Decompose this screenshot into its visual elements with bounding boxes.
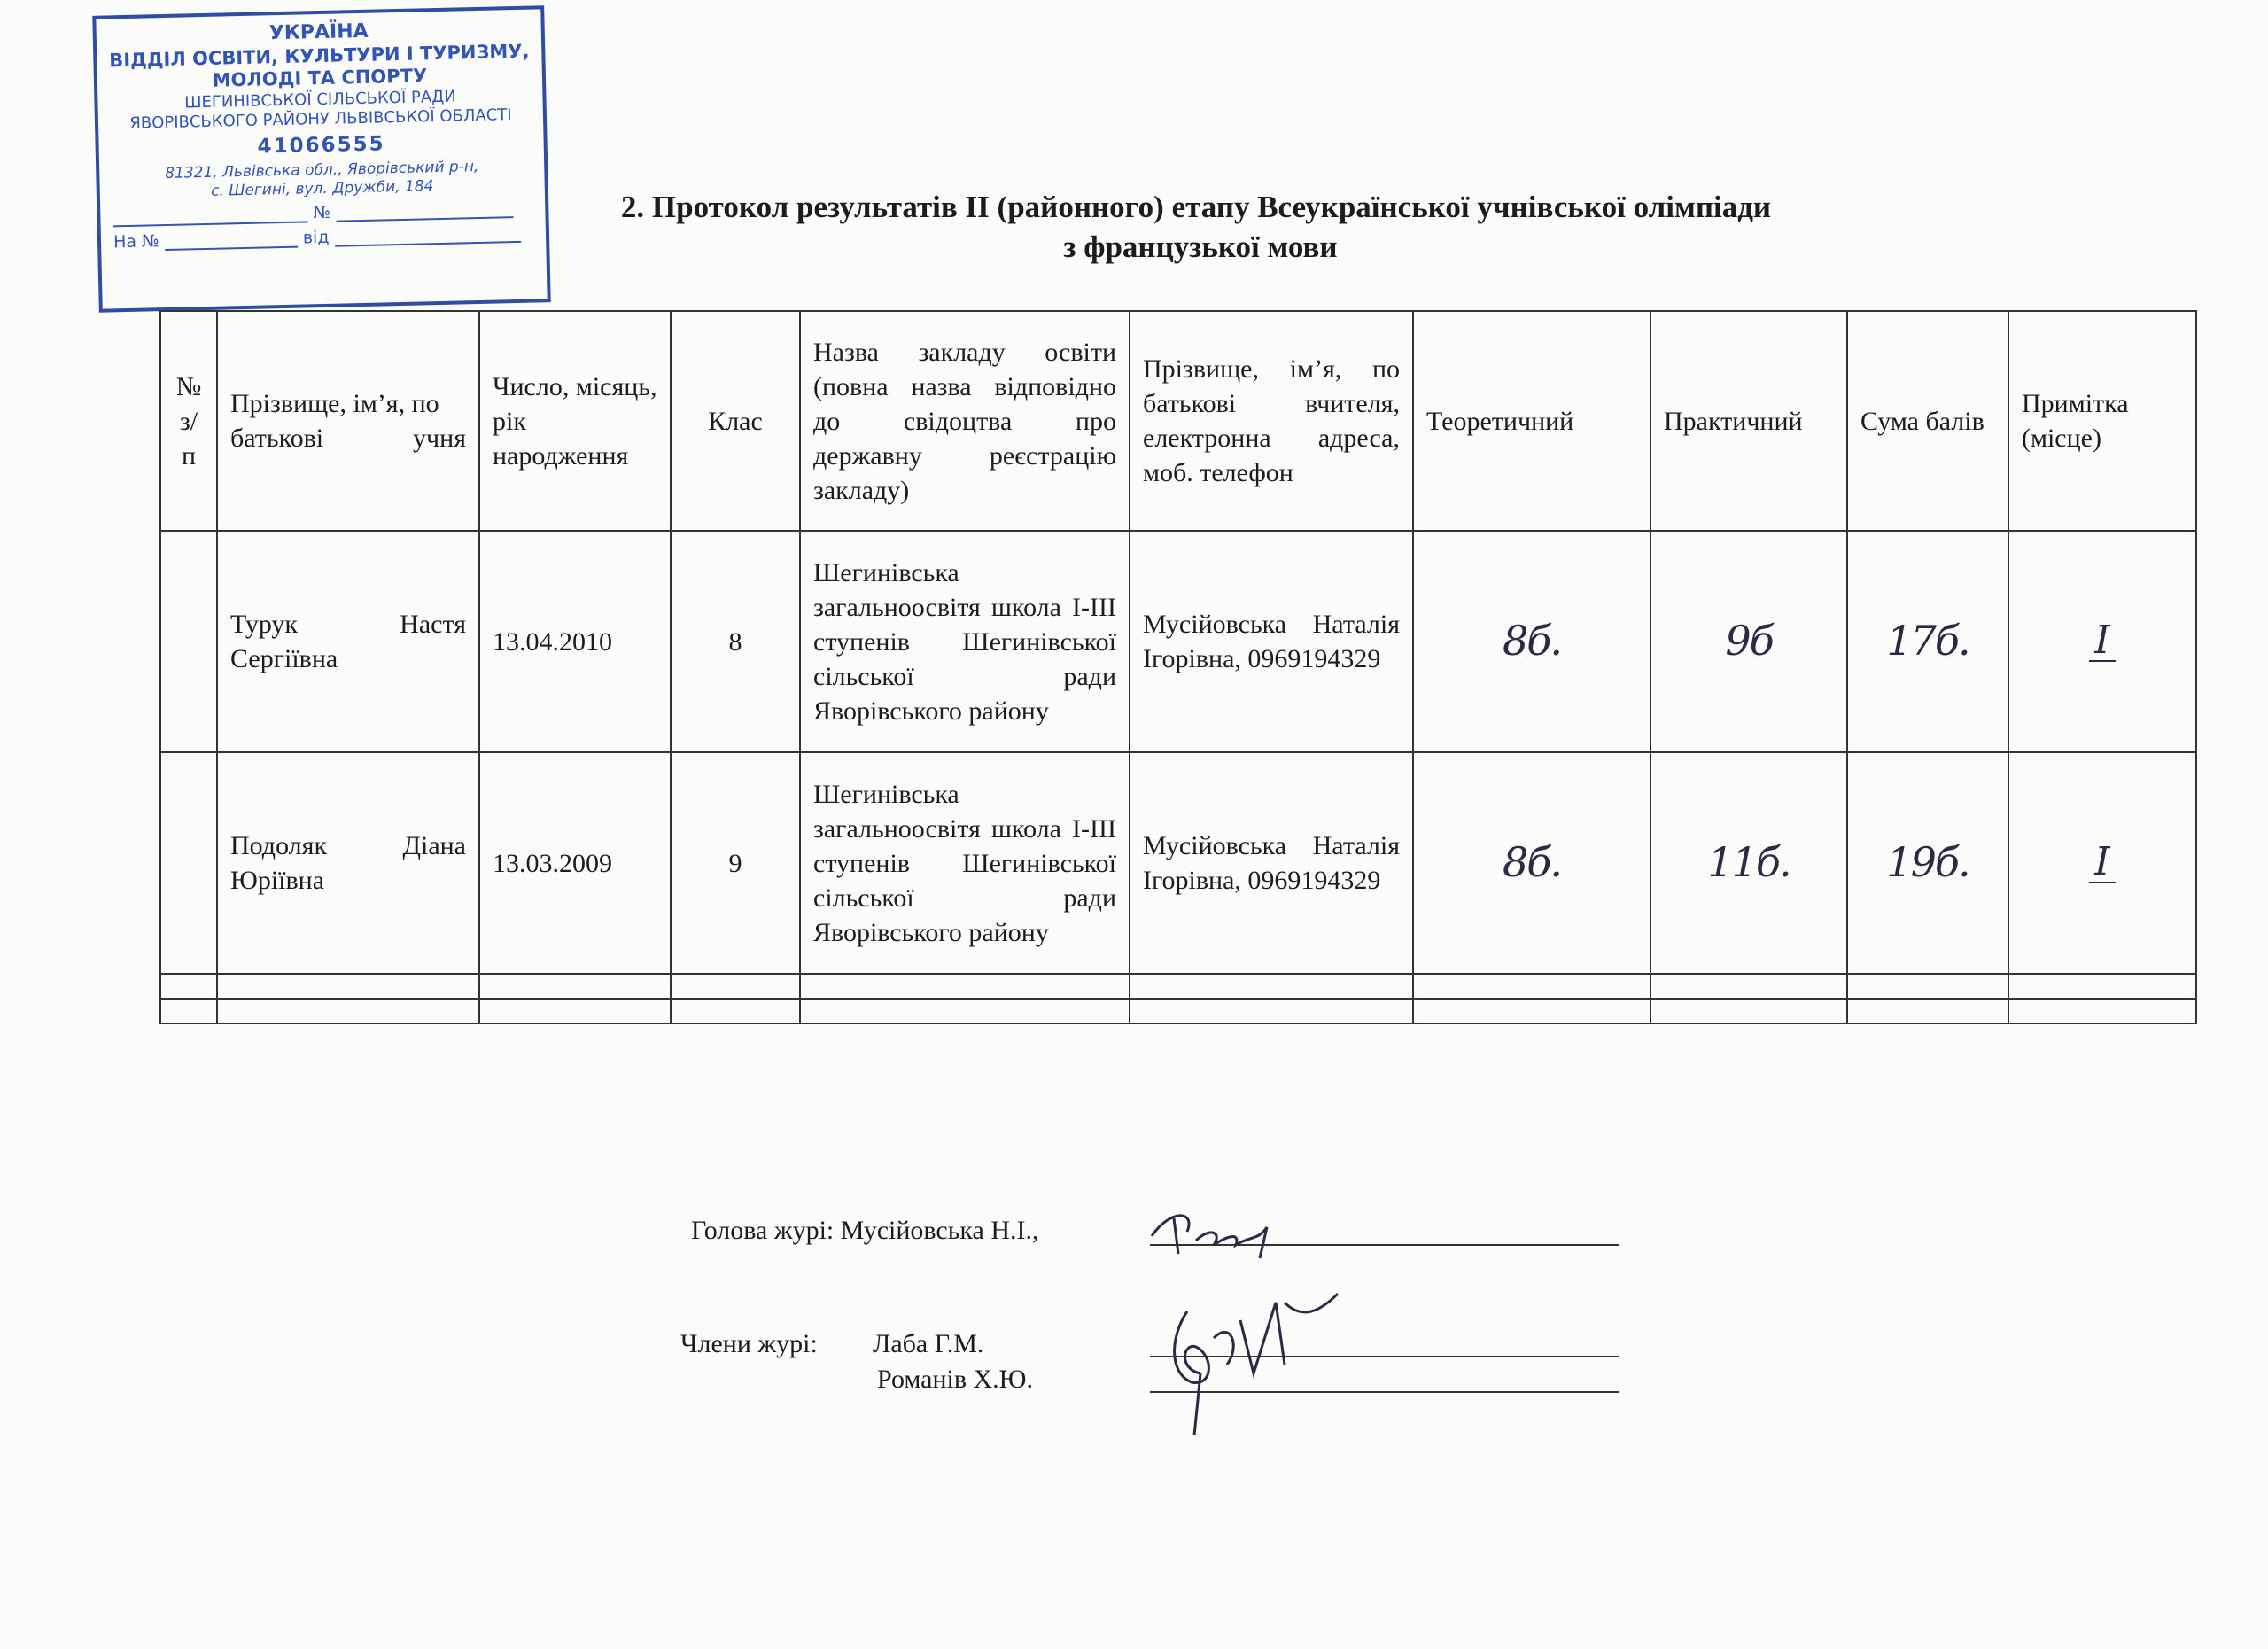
cell-total-score: 17б. [1847,531,2008,752]
header-student: Прізвище, ім’я, по батькові учня [217,311,479,531]
title-line2: з французької мови [1063,229,1338,264]
stamp-code: 41066555 [257,132,385,159]
table-row [160,752,2196,974]
cell-school: Шегинівська загальноосвітя школа І-ІІІ ступенів Шегинівської сільської ради Яворівського району [800,752,1130,974]
stamp-country: УКРАЇНА [268,19,369,45]
jury-member-2: Романів Х.Ю. [877,1365,1034,1394]
header-class: Клас [671,311,800,531]
cell-theory-score: 8б. [1413,752,1651,974]
header-theory: Теоретичний [1413,311,1651,531]
jury-head-label: Голова журі: Мусійовська Н.І., [691,1216,1039,1245]
cell-birth: 13.04.2010 [479,531,671,752]
cell-practice-score: 9б [1651,531,1847,752]
header-note: Примітка (місце) [2008,311,2196,531]
header-school: Назва закладу освіти (повна назва відповідно до свідоцтва про державну реєстрацію закладу) [800,311,1130,531]
signature-members-scribble [1152,1285,1355,1444]
stamp-blank [113,204,307,228]
header-total: Сума балів [1847,311,2008,531]
cell-birth: 13.03.2009 [479,752,671,974]
table-row-empty [160,999,2196,1023]
table-row [160,531,2196,752]
cell-num [160,531,217,752]
stamp-council: ШЕГИНІВСЬКОЇ СІЛЬСЬКОЇ РАДИ [184,87,456,113]
results-table [159,310,2197,1024]
header-practice: Практичний [1651,311,1847,531]
title-line1: 2. Протокол результатів ІІ (районного) етапу Всеукраїнської учнівської олімпіади [620,190,1772,224]
header-num: № з/п [160,311,217,531]
cell-student: Подоляк Діана Юріївна [217,752,479,974]
jury-members-label: Члени журі: [680,1329,818,1358]
signature-head-scribble [1143,1201,1293,1272]
stamp-address-line2: с. Шегині, вул. Дружби, 184 [210,176,434,200]
place-mark: І [2089,621,2115,662]
cell-practice-score: 11б. [1651,752,1847,974]
stamp-department-line2: МОЛОДІ ТА СПОРТУ [212,65,428,92]
cell-total-score: 19б. [1847,752,2008,974]
cell-theory-score: 8б. [1413,531,1651,752]
stamp-blank [165,229,298,251]
stamp-number-label: № [313,203,331,223]
stamp-department-line1: ВІДДІЛ ОСВІТИ, КУЛЬТУРИ І ТУРИЗМУ, [109,40,530,72]
cell-teacher: Мусійовська Наталія Ігорівна, 0969194329 [1130,531,1413,752]
cell-note [2008,752,2196,974]
stamp-address-line1: 81321, Львівська обл., Яворівський р-н, [164,157,479,183]
cell-note [2008,531,2196,752]
cell-student: Турук Настя Сергіївна [217,531,479,752]
cell-num [160,752,217,974]
cell-teacher: Мусійовська Наталія Ігорівна, 0969194329 [1130,752,1413,974]
protocol-title [470,188,1922,268]
table-row-empty [160,974,2196,999]
stamp-ref-prefix: На № [113,231,160,253]
stamp-ref-from: від [302,228,330,248]
cell-class: 8 [671,531,800,752]
cell-school: Шегинівська загальноосвітя школа І-ІІІ ступенів Шегинівської сільської ради Яворівського району [800,531,1130,752]
stamp-region: ЯВОРІВСЬКОГО РАЙОНУ ЛЬВІВСЬКОЇ ОБЛАСТІ [129,105,512,133]
cell-class: 9 [671,752,800,974]
header-birth: Число, місяць, рік народження [479,311,671,531]
jury-member-1: Лаба Г.М. [873,1329,984,1358]
place-mark: І [2089,843,2115,883]
table-header-row [160,311,2196,531]
header-teacher: Прізвище, ім’я, по батькові вчителя, електронна адреса, моб. телефон [1130,311,1413,531]
